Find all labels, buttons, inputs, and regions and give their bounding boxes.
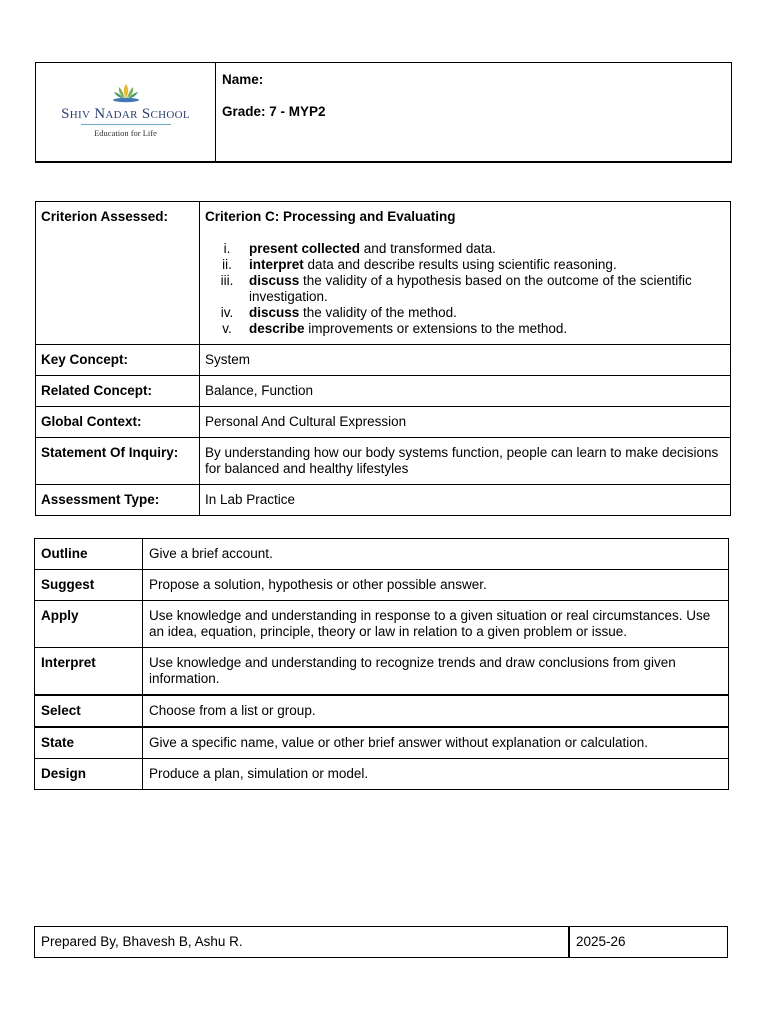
criterion-assessed-value [200,202,731,345]
assessment-type-label: Assessment Type: [36,485,200,516]
key-concept-value: System [200,345,731,376]
strand-text: data and describe results using scientific reasoning. [303,257,617,272]
strand-number: v. [222,321,232,336]
lotus-icon [110,81,142,103]
strand-number: i. [223,241,231,256]
command-term-definition: Give a brief account. [143,539,729,570]
command-term-definition: Use knowledge and understanding to recognize trends and draw conclusions from given information. [143,648,729,696]
assessment-type-value: In Lab Practice [200,485,731,516]
academic-year: 2025-26 [569,927,728,958]
command-term: Apply [35,601,143,648]
criterion-assessed-label: Criterion Assessed: [36,202,200,345]
key-concept-label: Key Concept: [36,345,200,376]
command-term-definition: Give a specific name, value or other brief answer without explanation or calculation. [143,727,729,759]
school-logo [36,81,215,138]
strand-command-term: interpret [249,257,304,272]
header-table [35,62,732,163]
strand-command-term: discuss [249,273,300,288]
strand-number: ii. [222,257,232,272]
logo-school-name: Shiv Nadar School [61,106,190,122]
strand-command-term: present collected [249,241,361,256]
strand-number: iv. [220,305,234,320]
assessment-type-row [36,485,731,516]
command-term-definition: Propose a solution, hypothesis or other possible answer. [143,570,729,601]
strand-text: the validity of a hypothesis based on the outcome of the scientific investigation. [249,273,692,304]
criterion-strand [205,305,725,321]
criterion-strand [205,241,725,257]
command-term: Suggest [35,570,143,601]
command-term: State [35,727,143,759]
command-term-row [35,648,729,696]
strand-text: improvements or extensions to the method. [304,321,568,336]
logo-divider [81,124,171,125]
criterion-strand [205,321,725,337]
criterion-strand [205,257,725,273]
criterion-row [36,202,731,345]
command-term-row [35,695,729,727]
command-term-row [35,727,729,759]
command-term-definition: Produce a plan, simulation or model. [143,759,729,790]
strand-text: the validity of the method. [299,305,457,320]
global-context-label: Global Context: [36,407,200,438]
global-context-row [36,407,731,438]
related-concept-value: Balance, Function [200,376,731,407]
criterion-strand [205,273,725,305]
criterion-strand-list [205,241,725,337]
command-term-row [35,759,729,790]
related-concept-label: Related Concept: [36,376,200,407]
command-term: Interpret [35,648,143,696]
student-info-cell [216,63,732,163]
prepared-by: Prepared By, Bhavesh B, Ashu R. [35,927,570,958]
logo-cell [36,63,216,163]
logo-tagline: Education for Life [94,128,157,138]
command-terms-table [34,538,729,790]
statement-of-inquiry-value: By understanding how our body systems function, people can learn to make decisions for balanced and healthy lifestyles [200,438,731,485]
strand-command-term: describe [249,321,305,336]
statement-of-inquiry-label: Statement Of Inquiry: [36,438,200,485]
command-term: Design [35,759,143,790]
strand-text: and transformed data. [360,241,496,256]
command-term-row [35,539,729,570]
command-term: Select [35,695,143,727]
strand-command-term: discuss [249,305,300,320]
command-term-row [35,570,729,601]
command-term-row [35,601,729,648]
related-concept-row [36,376,731,407]
statement-of-inquiry-row [36,438,731,485]
command-term: Outline [35,539,143,570]
grade-label: Grade: 7 - MYP2 [222,104,326,119]
strand-number: iii. [220,273,234,288]
criterion-table [35,201,731,516]
key-concept-row [36,345,731,376]
command-term-definition: Use knowledge and understanding in response to a given situation or real circumstances. Use an idea, equation, principle, theory or law in relation to a given problem or issue. [143,601,729,648]
footer-table [34,926,728,958]
criterion-title: Criterion C: Processing and Evaluating [205,209,456,224]
global-context-value: Personal And Cultural Expression [200,407,731,438]
name-label: Name: [222,72,264,87]
command-term-definition: Choose from a list or group. [143,695,729,727]
